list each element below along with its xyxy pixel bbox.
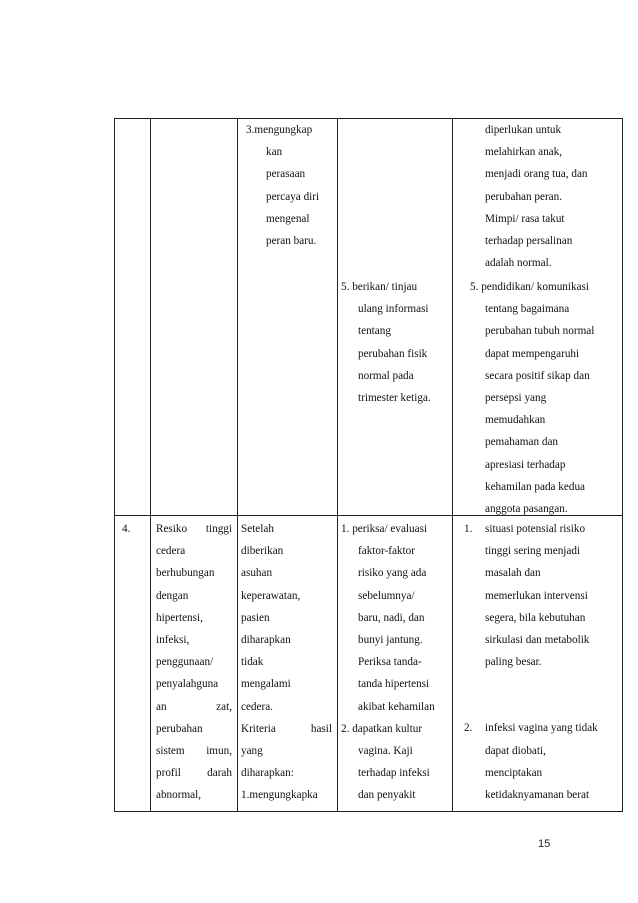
text-line: secara positif sikap dan bbox=[485, 369, 590, 382]
row-number: 4. bbox=[122, 523, 131, 535]
text-line: keperawatan, bbox=[241, 589, 301, 602]
text-line: apresiasi terhadap bbox=[485, 458, 566, 471]
text-line: baru, nadi, dan bbox=[358, 611, 425, 624]
text-line: Resiko tinggi bbox=[156, 523, 232, 535]
text-line: akibat kehamilan bbox=[358, 700, 435, 713]
text-line: tinggi sering menjadi bbox=[485, 545, 581, 558]
row4-number bbox=[122, 518, 130, 540]
column-divider bbox=[337, 119, 338, 811]
text-line: menjadi orang tua, dan bbox=[485, 168, 588, 181]
text-line: abnormal, bbox=[156, 789, 202, 802]
column-divider bbox=[150, 119, 151, 811]
text-line: faktor-faktor bbox=[358, 545, 415, 558]
text-line: terhadap persalinan bbox=[485, 235, 573, 248]
row4-col4-interventions bbox=[341, 518, 435, 807]
text-line: sebelumnya/ bbox=[358, 589, 415, 602]
text-line: anggota pasangan. bbox=[485, 503, 568, 516]
text-line: tidak bbox=[241, 656, 264, 669]
text-line: Setelah bbox=[241, 523, 274, 535]
text-line: asuhan bbox=[241, 567, 273, 580]
column-divider bbox=[237, 119, 238, 811]
text-line: dapat diobati, bbox=[485, 744, 546, 757]
text-line: adalah normal. bbox=[485, 257, 552, 270]
text-line: percaya diri bbox=[266, 190, 320, 203]
text-line: tanda hipertensi bbox=[358, 678, 430, 691]
cont-col4-intervention-5 bbox=[341, 276, 431, 409]
text-line: 1. periksa/ evaluasi bbox=[341, 523, 428, 535]
text-line: yang bbox=[241, 745, 263, 758]
text-line: perubahan bbox=[156, 722, 203, 735]
column-divider bbox=[452, 119, 453, 811]
page-number: 15 bbox=[538, 838, 551, 850]
cont-col3-intervention bbox=[246, 119, 319, 252]
text-line: Kriteria hasil bbox=[241, 722, 332, 735]
text-line: ketidaknyamanan berat bbox=[485, 789, 590, 802]
text-line: melahirkan anak, bbox=[485, 146, 563, 159]
text-line: diberikan bbox=[241, 545, 284, 558]
text-line: paling besar. bbox=[485, 656, 542, 669]
cont-col5-rationale-a bbox=[485, 119, 588, 274]
text-line: diharapkan bbox=[241, 634, 291, 647]
text-line: perasaan bbox=[266, 168, 306, 181]
text-line: diharapkan: bbox=[241, 767, 294, 780]
text-line: menciptakan bbox=[485, 766, 543, 779]
text-line: trimester ketiga. bbox=[358, 392, 431, 405]
text-line: terhadap infeksi bbox=[358, 767, 430, 780]
text-line: berhubungan bbox=[156, 567, 215, 580]
text-line: infeksi vagina yang tidak bbox=[485, 722, 598, 735]
row4-col5-rationale bbox=[464, 518, 598, 806]
text-line: segera, bila kebutuhan bbox=[485, 611, 586, 624]
text-line: penyalahguna bbox=[156, 678, 219, 691]
care-plan-table bbox=[114, 118, 623, 812]
row4-col3-goals bbox=[241, 518, 332, 807]
text-line: infeksi, bbox=[156, 634, 190, 647]
text-line: 5. pendidikan/ komunikasi bbox=[470, 281, 590, 293]
text-line: persepsi yang bbox=[485, 392, 547, 405]
text-line: dan penyakit bbox=[358, 789, 416, 802]
text-line: pemahaman dan bbox=[485, 436, 558, 449]
text-line: 3.mengungkap bbox=[246, 124, 313, 136]
text-line: penggunaan/ bbox=[156, 656, 214, 669]
text-line: memudahkan bbox=[485, 414, 546, 427]
row4-col2-diagnosis bbox=[156, 518, 232, 807]
list-number: 1. bbox=[464, 523, 473, 535]
text-line: perubahan tubuh normal bbox=[485, 325, 595, 338]
text-line: kehamilan pada kedua bbox=[485, 480, 586, 493]
text-line: dapat mempengaruhi bbox=[485, 347, 580, 360]
text-line: 5. berikan/ tinjau bbox=[341, 281, 418, 293]
text-line: bunyi jantung. bbox=[358, 634, 423, 647]
text-line: memerlukan intervensi bbox=[485, 589, 588, 602]
text-line: ulang informasi bbox=[358, 303, 429, 316]
text-line: situasi potensial risiko bbox=[485, 523, 586, 535]
text-line: hipertensi, bbox=[156, 611, 203, 624]
cont-col5-rationale-5 bbox=[470, 276, 594, 520]
text-line: profil darah bbox=[156, 767, 232, 780]
text-line: perubahan fisik bbox=[358, 347, 428, 360]
text-line: 2. dapatkan kultur bbox=[341, 722, 423, 735]
text-line: masalah dan bbox=[485, 567, 541, 580]
list-number: 2. bbox=[464, 722, 473, 735]
text-line: cedera. bbox=[241, 700, 273, 713]
text-line: Periksa tanda- bbox=[358, 656, 422, 669]
text-line: risiko yang ada bbox=[358, 567, 427, 580]
text-line: cedera bbox=[156, 545, 186, 558]
text-line: mengalami bbox=[241, 678, 291, 691]
text-line: peran baru. bbox=[266, 235, 317, 248]
text-line: dengan bbox=[156, 589, 189, 602]
text-line: normal pada bbox=[358, 369, 414, 382]
text-line: mengenal bbox=[266, 212, 310, 225]
text-line: pasien bbox=[241, 611, 270, 624]
text-line: kan bbox=[266, 146, 283, 159]
text-line: sirkulasi dan metabolik bbox=[485, 634, 590, 647]
text-line: an zat, bbox=[156, 700, 232, 713]
text-line: Mimpi/ rasa takut bbox=[485, 212, 565, 225]
text-line: sistem imun, bbox=[156, 745, 232, 758]
text-line: perubahan peran. bbox=[485, 190, 563, 203]
text-line: tentang bagaimana bbox=[485, 303, 570, 316]
text-line: tentang bbox=[358, 325, 391, 338]
text-line: diperlukan untuk bbox=[485, 124, 562, 136]
text-line: 1.mengungkapka bbox=[241, 789, 318, 802]
text-line: vagina. Kaji bbox=[358, 745, 413, 758]
